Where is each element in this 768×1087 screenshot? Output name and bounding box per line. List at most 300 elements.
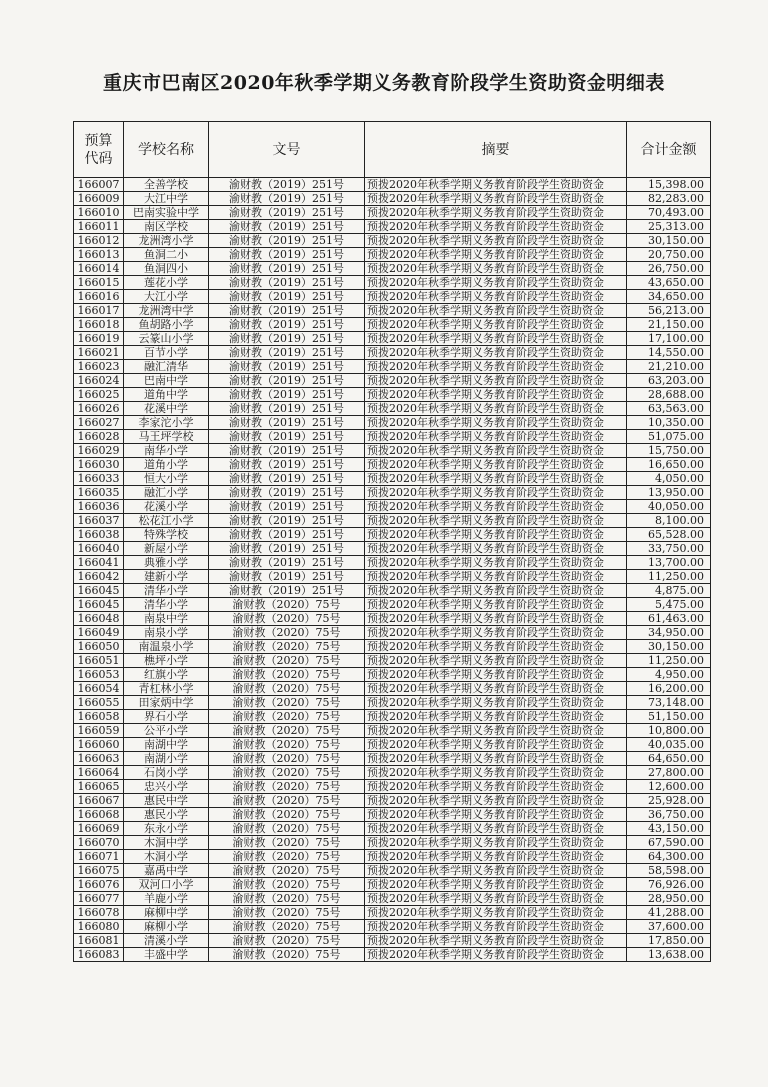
header-school-name: 学校名称 [124, 122, 209, 178]
cell-summary: 预拨2020年秋季学期义务教育阶段学生资助资金 [365, 766, 627, 780]
cell-amount: 76,926.00 [627, 878, 711, 892]
cell-school-name: 惠民中学 [124, 794, 209, 808]
cell-school-name: 巴南实验中学 [124, 206, 209, 220]
cell-budget-code: 166071 [74, 850, 124, 864]
table-row [74, 402, 711, 416]
cell-budget-code: 166045 [74, 584, 124, 598]
cell-school-name: 龙洲湾中学 [124, 304, 209, 318]
cell-summary: 预拨2020年秋季学期义务教育阶段学生资助资金 [365, 360, 627, 374]
cell-document-number: 渝财教（2019）251号 [209, 472, 365, 486]
cell-amount: 61,463.00 [627, 612, 711, 626]
cell-document-number: 渝财教（2020）75号 [209, 696, 365, 710]
cell-budget-code: 166048 [74, 612, 124, 626]
cell-amount: 34,950.00 [627, 626, 711, 640]
cell-amount: 16,650.00 [627, 458, 711, 472]
table-row [74, 892, 711, 906]
cell-summary: 预拨2020年秋季学期义务教育阶段学生资助资金 [365, 276, 627, 290]
table-row [74, 360, 711, 374]
cell-amount: 65,528.00 [627, 528, 711, 542]
cell-document-number: 渝财教（2019）251号 [209, 304, 365, 318]
cell-amount: 43,650.00 [627, 276, 711, 290]
table-row [74, 248, 711, 262]
cell-document-number: 渝财教（2020）75号 [209, 822, 365, 836]
cell-document-number: 渝财教（2019）251号 [209, 290, 365, 304]
cell-budget-code: 166037 [74, 514, 124, 528]
cell-amount: 25,928.00 [627, 794, 711, 808]
cell-summary: 预拨2020年秋季学期义务教育阶段学生资助资金 [365, 262, 627, 276]
cell-summary: 预拨2020年秋季学期义务教育阶段学生资助资金 [365, 682, 627, 696]
cell-document-number: 渝财教（2020）75号 [209, 864, 365, 878]
cell-school-name: 百节小学 [124, 346, 209, 360]
cell-summary: 预拨2020年秋季学期义务教育阶段学生资助资金 [365, 304, 627, 318]
cell-amount: 43,150.00 [627, 822, 711, 836]
cell-budget-code: 166069 [74, 822, 124, 836]
cell-summary: 预拨2020年秋季学期义务教育阶段学生资助资金 [365, 654, 627, 668]
table-row [74, 864, 711, 878]
cell-budget-code: 166033 [74, 472, 124, 486]
cell-budget-code: 166051 [74, 654, 124, 668]
table-row [74, 542, 711, 556]
cell-amount: 40,035.00 [627, 738, 711, 752]
cell-budget-code: 166058 [74, 710, 124, 724]
cell-school-name: 公平小学 [124, 724, 209, 738]
cell-budget-code: 166083 [74, 948, 124, 962]
table-row [74, 780, 711, 794]
cell-budget-code: 166017 [74, 304, 124, 318]
cell-budget-code: 166010 [74, 206, 124, 220]
table-row [74, 724, 711, 738]
cell-budget-code: 166078 [74, 906, 124, 920]
cell-budget-code: 166012 [74, 234, 124, 248]
cell-budget-code: 166024 [74, 374, 124, 388]
cell-budget-code: 166060 [74, 738, 124, 752]
cell-summary: 预拨2020年秋季学期义务教育阶段学生资助资金 [365, 584, 627, 598]
cell-school-name: 田家炳中学 [124, 696, 209, 710]
table-row [74, 710, 711, 724]
cell-budget-code: 166050 [74, 640, 124, 654]
cell-budget-code: 166080 [74, 920, 124, 934]
table-row [74, 500, 711, 514]
cell-school-name: 马王坪学校 [124, 430, 209, 444]
cell-amount: 21,150.00 [627, 318, 711, 332]
cell-school-name: 道角中学 [124, 388, 209, 402]
cell-amount: 36,750.00 [627, 808, 711, 822]
funding-table [73, 121, 711, 962]
table-row [74, 556, 711, 570]
cell-budget-code: 166077 [74, 892, 124, 906]
cell-amount: 28,950.00 [627, 892, 711, 906]
cell-school-name: 融汇小学 [124, 486, 209, 500]
cell-amount: 70,493.00 [627, 206, 711, 220]
cell-summary: 预拨2020年秋季学期义务教育阶段学生资助资金 [365, 934, 627, 948]
table-row [74, 766, 711, 780]
table-row [74, 906, 711, 920]
cell-summary: 预拨2020年秋季学期义务教育阶段学生资助资金 [365, 794, 627, 808]
cell-summary: 预拨2020年秋季学期义务教育阶段学生资助资金 [365, 178, 627, 192]
table-row [74, 738, 711, 752]
cell-summary: 预拨2020年秋季学期义务教育阶段学生资助资金 [365, 430, 627, 444]
cell-school-name: 花溪小学 [124, 500, 209, 514]
cell-school-name: 南湖小学 [124, 752, 209, 766]
cell-amount: 25,313.00 [627, 220, 711, 234]
cell-school-name: 南华小学 [124, 444, 209, 458]
table-row [74, 654, 711, 668]
cell-amount: 51,075.00 [627, 430, 711, 444]
table-header-row [74, 122, 711, 178]
cell-budget-code: 166027 [74, 416, 124, 430]
cell-school-name: 南湖中学 [124, 738, 209, 752]
cell-budget-code: 166049 [74, 626, 124, 640]
cell-document-number: 渝财教（2019）251号 [209, 458, 365, 472]
cell-summary: 预拨2020年秋季学期义务教育阶段学生资助资金 [365, 878, 627, 892]
table-row [74, 234, 711, 248]
cell-school-name: 鱼胡路小学 [124, 318, 209, 332]
table-row [74, 822, 711, 836]
cell-budget-code: 166081 [74, 934, 124, 948]
cell-document-number: 渝财教（2020）75号 [209, 780, 365, 794]
cell-document-number: 渝财教（2019）251号 [209, 542, 365, 556]
cell-school-name: 南泉小学 [124, 626, 209, 640]
cell-summary: 预拨2020年秋季学期义务教育阶段学生资助资金 [365, 850, 627, 864]
cell-budget-code: 166009 [74, 192, 124, 206]
cell-document-number: 渝财教（2019）251号 [209, 570, 365, 584]
header-budget-code-line1: 预算 [84, 132, 113, 149]
cell-budget-code: 166040 [74, 542, 124, 556]
cell-budget-code: 166064 [74, 766, 124, 780]
cell-amount: 63,203.00 [627, 374, 711, 388]
table-row [74, 584, 711, 598]
cell-school-name: 恒大小学 [124, 472, 209, 486]
cell-amount: 14,550.00 [627, 346, 711, 360]
cell-budget-code: 166036 [74, 500, 124, 514]
cell-budget-code: 166065 [74, 780, 124, 794]
table-row [74, 472, 711, 486]
cell-amount: 64,300.00 [627, 850, 711, 864]
cell-document-number: 渝财教（2019）251号 [209, 318, 365, 332]
cell-summary: 预拨2020年秋季学期义务教育阶段学生资助资金 [365, 206, 627, 220]
cell-budget-code: 166007 [74, 178, 124, 192]
cell-document-number: 渝财教（2019）251号 [209, 346, 365, 360]
cell-school-name: 大江中学 [124, 192, 209, 206]
table-row [74, 808, 711, 822]
cell-budget-code: 166068 [74, 808, 124, 822]
cell-summary: 预拨2020年秋季学期义务教育阶段学生资助资金 [365, 780, 627, 794]
cell-amount: 4,950.00 [627, 668, 711, 682]
table-row [74, 220, 711, 234]
cell-school-name: 嘉禹中学 [124, 864, 209, 878]
cell-school-name: 云篆山小学 [124, 332, 209, 346]
cell-school-name: 樵坪小学 [124, 654, 209, 668]
cell-summary: 预拨2020年秋季学期义务教育阶段学生资助资金 [365, 864, 627, 878]
cell-summary: 预拨2020年秋季学期义务教育阶段学生资助资金 [365, 542, 627, 556]
cell-amount: 34,650.00 [627, 290, 711, 304]
cell-amount: 28,688.00 [627, 388, 711, 402]
cell-budget-code: 166054 [74, 682, 124, 696]
table-row [74, 682, 711, 696]
cell-amount: 10,350.00 [627, 416, 711, 430]
cell-document-number: 渝财教（2020）75号 [209, 892, 365, 906]
cell-budget-code: 166014 [74, 262, 124, 276]
cell-document-number: 渝财教（2020）75号 [209, 654, 365, 668]
cell-document-number: 渝财教（2019）251号 [209, 248, 365, 262]
cell-school-name: 南泉中学 [124, 612, 209, 626]
cell-school-name: 忠兴小学 [124, 780, 209, 794]
cell-summary: 预拨2020年秋季学期义务教育阶段学生资助资金 [365, 248, 627, 262]
table-row [74, 486, 711, 500]
cell-school-name: 清华小学 [124, 584, 209, 598]
cell-document-number: 渝财教（2020）75号 [209, 920, 365, 934]
cell-summary: 预拨2020年秋季学期义务教育阶段学生资助资金 [365, 920, 627, 934]
cell-document-number: 渝财教（2019）251号 [209, 220, 365, 234]
cell-school-name: 麻柳中学 [124, 906, 209, 920]
cell-document-number: 渝财教（2020）75号 [209, 878, 365, 892]
cell-summary: 预拨2020年秋季学期义务教育阶段学生资助资金 [365, 696, 627, 710]
cell-school-name: 全善学校 [124, 178, 209, 192]
cell-school-name: 木洞小学 [124, 850, 209, 864]
cell-document-number: 渝财教（2020）75号 [209, 794, 365, 808]
cell-summary: 预拨2020年秋季学期义务教育阶段学生资助资金 [365, 290, 627, 304]
cell-summary: 预拨2020年秋季学期义务教育阶段学生资助资金 [365, 458, 627, 472]
cell-summary: 预拨2020年秋季学期义务教育阶段学生资助资金 [365, 514, 627, 528]
cell-amount: 64,650.00 [627, 752, 711, 766]
cell-amount: 27,800.00 [627, 766, 711, 780]
cell-school-name: 南温泉小学 [124, 640, 209, 654]
table-row [74, 206, 711, 220]
cell-summary: 预拨2020年秋季学期义务教育阶段学生资助资金 [365, 626, 627, 640]
cell-amount: 41,288.00 [627, 906, 711, 920]
cell-summary: 预拨2020年秋季学期义务教育阶段学生资助资金 [365, 598, 627, 612]
cell-amount: 8,100.00 [627, 514, 711, 528]
cell-document-number: 渝财教（2019）251号 [209, 206, 365, 220]
cell-summary: 预拨2020年秋季学期义务教育阶段学生资助资金 [365, 472, 627, 486]
cell-summary: 预拨2020年秋季学期义务教育阶段学生资助资金 [365, 234, 627, 248]
cell-amount: 30,150.00 [627, 640, 711, 654]
cell-school-name: 松花江小学 [124, 514, 209, 528]
table-row [74, 430, 711, 444]
cell-summary: 预拨2020年秋季学期义务教育阶段学生资助资金 [365, 444, 627, 458]
cell-document-number: 渝财教（2019）251号 [209, 262, 365, 276]
table-row [74, 696, 711, 710]
header-budget-code-line2: 代码 [84, 150, 113, 167]
cell-summary: 预拨2020年秋季学期义务教育阶段学生资助资金 [365, 500, 627, 514]
table-row [74, 598, 711, 612]
cell-document-number: 渝财教（2020）75号 [209, 850, 365, 864]
cell-summary: 预拨2020年秋季学期义务教育阶段学生资助资金 [365, 710, 627, 724]
cell-amount: 58,598.00 [627, 864, 711, 878]
cell-budget-code: 166042 [74, 570, 124, 584]
table-row [74, 276, 711, 290]
cell-school-name: 清溪小学 [124, 934, 209, 948]
cell-summary: 预拨2020年秋季学期义务教育阶段学生资助资金 [365, 528, 627, 542]
cell-budget-code: 166059 [74, 724, 124, 738]
cell-budget-code: 166016 [74, 290, 124, 304]
cell-document-number: 渝财教（2019）251号 [209, 178, 365, 192]
cell-document-number: 渝财教（2019）251号 [209, 388, 365, 402]
cell-summary: 预拨2020年秋季学期义务教育阶段学生资助资金 [365, 724, 627, 738]
cell-school-name: 界石小学 [124, 710, 209, 724]
cell-amount: 10,800.00 [627, 724, 711, 738]
cell-budget-code: 166076 [74, 878, 124, 892]
cell-document-number: 渝财教（2020）75号 [209, 934, 365, 948]
cell-budget-code: 166021 [74, 346, 124, 360]
cell-document-number: 渝财教（2019）251号 [209, 332, 365, 346]
table-row [74, 626, 711, 640]
cell-document-number: 渝财教（2019）251号 [209, 444, 365, 458]
cell-amount: 33,750.00 [627, 542, 711, 556]
table-row [74, 262, 711, 276]
cell-school-name: 双河口小学 [124, 878, 209, 892]
cell-amount: 11,250.00 [627, 570, 711, 584]
cell-school-name: 特殊学校 [124, 528, 209, 542]
table-row [74, 934, 711, 948]
table-row [74, 374, 711, 388]
cell-amount: 73,148.00 [627, 696, 711, 710]
cell-amount: 17,100.00 [627, 332, 711, 346]
header-total-amount: 合计金额 [627, 122, 711, 178]
cell-school-name: 鱼洞四小 [124, 262, 209, 276]
cell-budget-code: 166028 [74, 430, 124, 444]
cell-document-number: 渝财教（2019）251号 [209, 234, 365, 248]
cell-school-name: 东永小学 [124, 822, 209, 836]
cell-school-name: 道角小学 [124, 458, 209, 472]
table-row [74, 388, 711, 402]
cell-school-name: 龙洲湾小学 [124, 234, 209, 248]
funding-table-container [73, 121, 710, 962]
cell-budget-code: 166035 [74, 486, 124, 500]
cell-budget-code: 166075 [74, 864, 124, 878]
table-body [74, 178, 711, 962]
cell-school-name: 融汇清华 [124, 360, 209, 374]
cell-summary: 预拨2020年秋季学期义务教育阶段学生资助资金 [365, 570, 627, 584]
cell-budget-code: 166011 [74, 220, 124, 234]
table-row [74, 850, 711, 864]
cell-summary: 预拨2020年秋季学期义务教育阶段学生资助资金 [365, 388, 627, 402]
table-row [74, 612, 711, 626]
cell-document-number: 渝财教（2019）251号 [209, 276, 365, 290]
cell-document-number: 渝财教（2019）251号 [209, 486, 365, 500]
cell-document-number: 渝财教（2020）75号 [209, 752, 365, 766]
cell-budget-code: 166026 [74, 402, 124, 416]
cell-summary: 预拨2020年秋季学期义务教育阶段学生资助资金 [365, 892, 627, 906]
cell-school-name: 花溪中学 [124, 402, 209, 416]
cell-summary: 预拨2020年秋季学期义务教育阶段学生资助资金 [365, 318, 627, 332]
cell-school-name: 石岗小学 [124, 766, 209, 780]
table-row [74, 178, 711, 192]
cell-amount: 56,213.00 [627, 304, 711, 318]
cell-document-number: 渝财教（2020）75号 [209, 808, 365, 822]
cell-document-number: 渝财教（2020）75号 [209, 612, 365, 626]
cell-budget-code: 166041 [74, 556, 124, 570]
cell-document-number: 渝财教（2019）251号 [209, 584, 365, 598]
cell-document-number: 渝财教（2019）251号 [209, 556, 365, 570]
cell-document-number: 渝财教（2019）251号 [209, 402, 365, 416]
cell-school-name: 羊鹿小学 [124, 892, 209, 906]
cell-document-number: 渝财教（2019）251号 [209, 514, 365, 528]
table-row [74, 948, 711, 962]
cell-school-name: 丰盛中学 [124, 948, 209, 962]
table-row [74, 444, 711, 458]
cell-summary: 预拨2020年秋季学期义务教育阶段学生资助资金 [365, 486, 627, 500]
cell-document-number: 渝财教（2019）251号 [209, 360, 365, 374]
page-title: 重庆市巴南区2020年秋季学期义务教育阶段学生资助资金明细表 [103, 72, 665, 94]
cell-document-number: 渝财教（2020）75号 [209, 682, 365, 696]
cell-summary: 预拨2020年秋季学期义务教育阶段学生资助资金 [365, 556, 627, 570]
cell-amount: 21,210.00 [627, 360, 711, 374]
cell-summary: 预拨2020年秋季学期义务教育阶段学生资助资金 [365, 948, 627, 962]
cell-school-name: 莲花小学 [124, 276, 209, 290]
cell-document-number: 渝财教（2020）75号 [209, 724, 365, 738]
cell-budget-code: 166023 [74, 360, 124, 374]
cell-document-number: 渝财教（2020）75号 [209, 710, 365, 724]
table-row [74, 318, 711, 332]
cell-school-name: 南区学校 [124, 220, 209, 234]
table-row [74, 514, 711, 528]
cell-amount: 63,563.00 [627, 402, 711, 416]
cell-document-number: 渝财教（2020）75号 [209, 738, 365, 752]
cell-document-number: 渝财教（2020）75号 [209, 766, 365, 780]
cell-budget-code: 166015 [74, 276, 124, 290]
cell-school-name: 清华小学 [124, 598, 209, 612]
cell-budget-code: 166013 [74, 248, 124, 262]
cell-summary: 预拨2020年秋季学期义务教育阶段学生资助资金 [365, 822, 627, 836]
cell-school-name: 建新小学 [124, 570, 209, 584]
cell-amount: 15,398.00 [627, 178, 711, 192]
cell-amount: 5,475.00 [627, 598, 711, 612]
cell-summary: 预拨2020年秋季学期义务教育阶段学生资助资金 [365, 612, 627, 626]
cell-summary: 预拨2020年秋季学期义务教育阶段学生资助资金 [365, 752, 627, 766]
cell-summary: 预拨2020年秋季学期义务教育阶段学生资助资金 [365, 836, 627, 850]
table-row [74, 640, 711, 654]
cell-summary: 预拨2020年秋季学期义务教育阶段学生资助资金 [365, 346, 627, 360]
cell-amount: 17,850.00 [627, 934, 711, 948]
table-row [74, 192, 711, 206]
cell-document-number: 渝财教（2020）75号 [209, 836, 365, 850]
cell-amount: 12,600.00 [627, 780, 711, 794]
cell-document-number: 渝财教（2020）75号 [209, 906, 365, 920]
cell-summary: 预拨2020年秋季学期义务教育阶段学生资助资金 [365, 640, 627, 654]
cell-amount: 13,700.00 [627, 556, 711, 570]
cell-document-number: 渝财教（2020）75号 [209, 640, 365, 654]
table-row [74, 878, 711, 892]
cell-budget-code: 166063 [74, 752, 124, 766]
cell-budget-code: 166018 [74, 318, 124, 332]
cell-document-number: 渝财教（2019）251号 [209, 528, 365, 542]
cell-budget-code: 166030 [74, 458, 124, 472]
cell-summary: 预拨2020年秋季学期义务教育阶段学生资助资金 [365, 374, 627, 388]
cell-amount: 40,050.00 [627, 500, 711, 514]
table-row [74, 836, 711, 850]
table-row [74, 528, 711, 542]
cell-document-number: 渝财教（2019）251号 [209, 374, 365, 388]
cell-summary: 预拨2020年秋季学期义务教育阶段学生资助资金 [365, 192, 627, 206]
table-row [74, 920, 711, 934]
cell-school-name: 惠民小学 [124, 808, 209, 822]
cell-school-name: 巴南中学 [124, 374, 209, 388]
cell-budget-code: 166025 [74, 388, 124, 402]
cell-document-number: 渝财教（2020）75号 [209, 626, 365, 640]
cell-school-name: 新屋小学 [124, 542, 209, 556]
cell-amount: 16,200.00 [627, 682, 711, 696]
cell-budget-code: 166038 [74, 528, 124, 542]
cell-document-number: 渝财教（2019）251号 [209, 192, 365, 206]
cell-amount: 37,600.00 [627, 920, 711, 934]
cell-summary: 预拨2020年秋季学期义务教育阶段学生资助资金 [365, 416, 627, 430]
cell-school-name: 青杠林小学 [124, 682, 209, 696]
cell-amount: 13,950.00 [627, 486, 711, 500]
cell-amount: 4,050.00 [627, 472, 711, 486]
cell-amount: 82,283.00 [627, 192, 711, 206]
table-row [74, 332, 711, 346]
